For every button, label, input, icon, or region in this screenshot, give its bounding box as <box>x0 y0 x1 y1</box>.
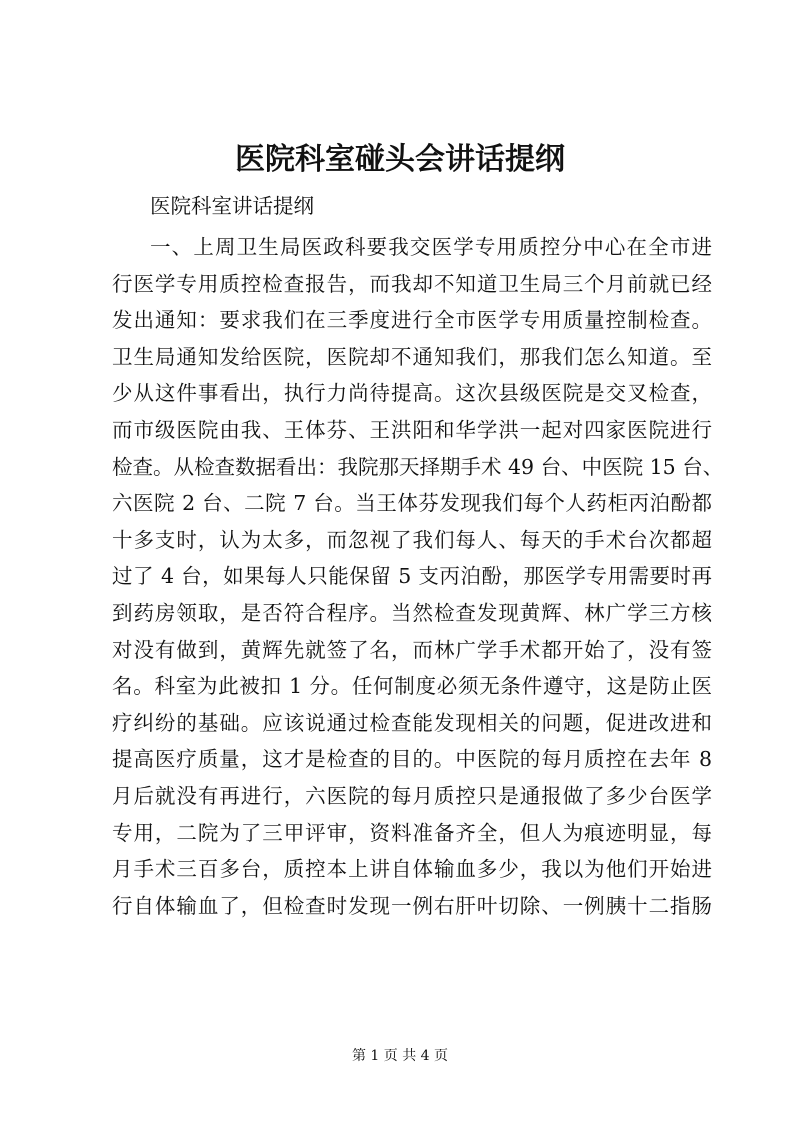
body-line: 而市级医院由我、王体芬、王洪阳和华学洪一起对四家医院进行 <box>112 417 712 442</box>
body-line: 一、上周卫生局医政科要我交医学专用质控分中心在全市进 <box>150 235 712 259</box>
body-line: 十多支时，认为太多，而忽视了我们每人、每天的手术台次都超 <box>112 527 712 552</box>
body-line: 发出通知：要求我们在三季度进行全市医学专用质量控制检查。 <box>112 308 712 333</box>
body-line: 疗纠纷的基础。应该说通过检查能发现相关的问题，促进改进和 <box>112 710 712 735</box>
body-line: 少从这件事看出，执行力尚待提高。这次县级医院是交叉检查， <box>112 381 712 406</box>
body-line: 卫生局通知发给医院，医院却不通知我们，那我们怎么知道。至 <box>112 344 712 369</box>
body-line: 六医院 2 台、二院 7 台。当王体芬发现我们每个人药柜丙泊酚都 <box>112 491 712 516</box>
body-line: 月手术三百多台，质控本上讲自体输血多少，我以为他们开始进 <box>112 857 712 882</box>
body-line: 检查。从检查数据看出：我院那天择期手术 49 台、中医院 15 台、 <box>112 454 724 479</box>
document-subtitle: 医院科室讲话提纲 <box>150 194 314 218</box>
body-line: 提高医疗质量，这才是检查的目的。中医院的每月质控在去年 8 <box>112 747 712 772</box>
document-title: 医院科室碰头会讲话提纲 <box>235 142 565 177</box>
body-line: 对没有做到，黄辉先就签了名，而林广学手术都开始了，没有签 <box>112 637 712 662</box>
body-line: 名。科室为此被扣 1 分。任何制度必须无条件遵守，这是防止医 <box>112 674 712 699</box>
body-line: 月后就没有再进行，六医院的每月质控只是通报做了多少台医学 <box>112 783 712 808</box>
body-line: 行自体输血了，但检查时发现一例右肝叶切除、一例胰十二指肠 <box>112 893 712 918</box>
body-line: 过了 4 台，如果每人只能保留 5 支丙泊酚，那医学专用需要时再 <box>112 564 712 589</box>
body-line: 行医学专用质控检查报告，而我却不知道卫生局三个月前就已经 <box>112 271 712 296</box>
body-line: 专用，二院为了三甲评审，资料准备齐全，但人为痕迹明显，每 <box>112 820 712 845</box>
page-number: 第 1 页 共 4 页 <box>351 1048 449 1064</box>
document-body <box>112 229 724 924</box>
body-line: 到药房领取，是否符合程序。当然检查发现黄辉、林广学三方核 <box>112 600 712 625</box>
